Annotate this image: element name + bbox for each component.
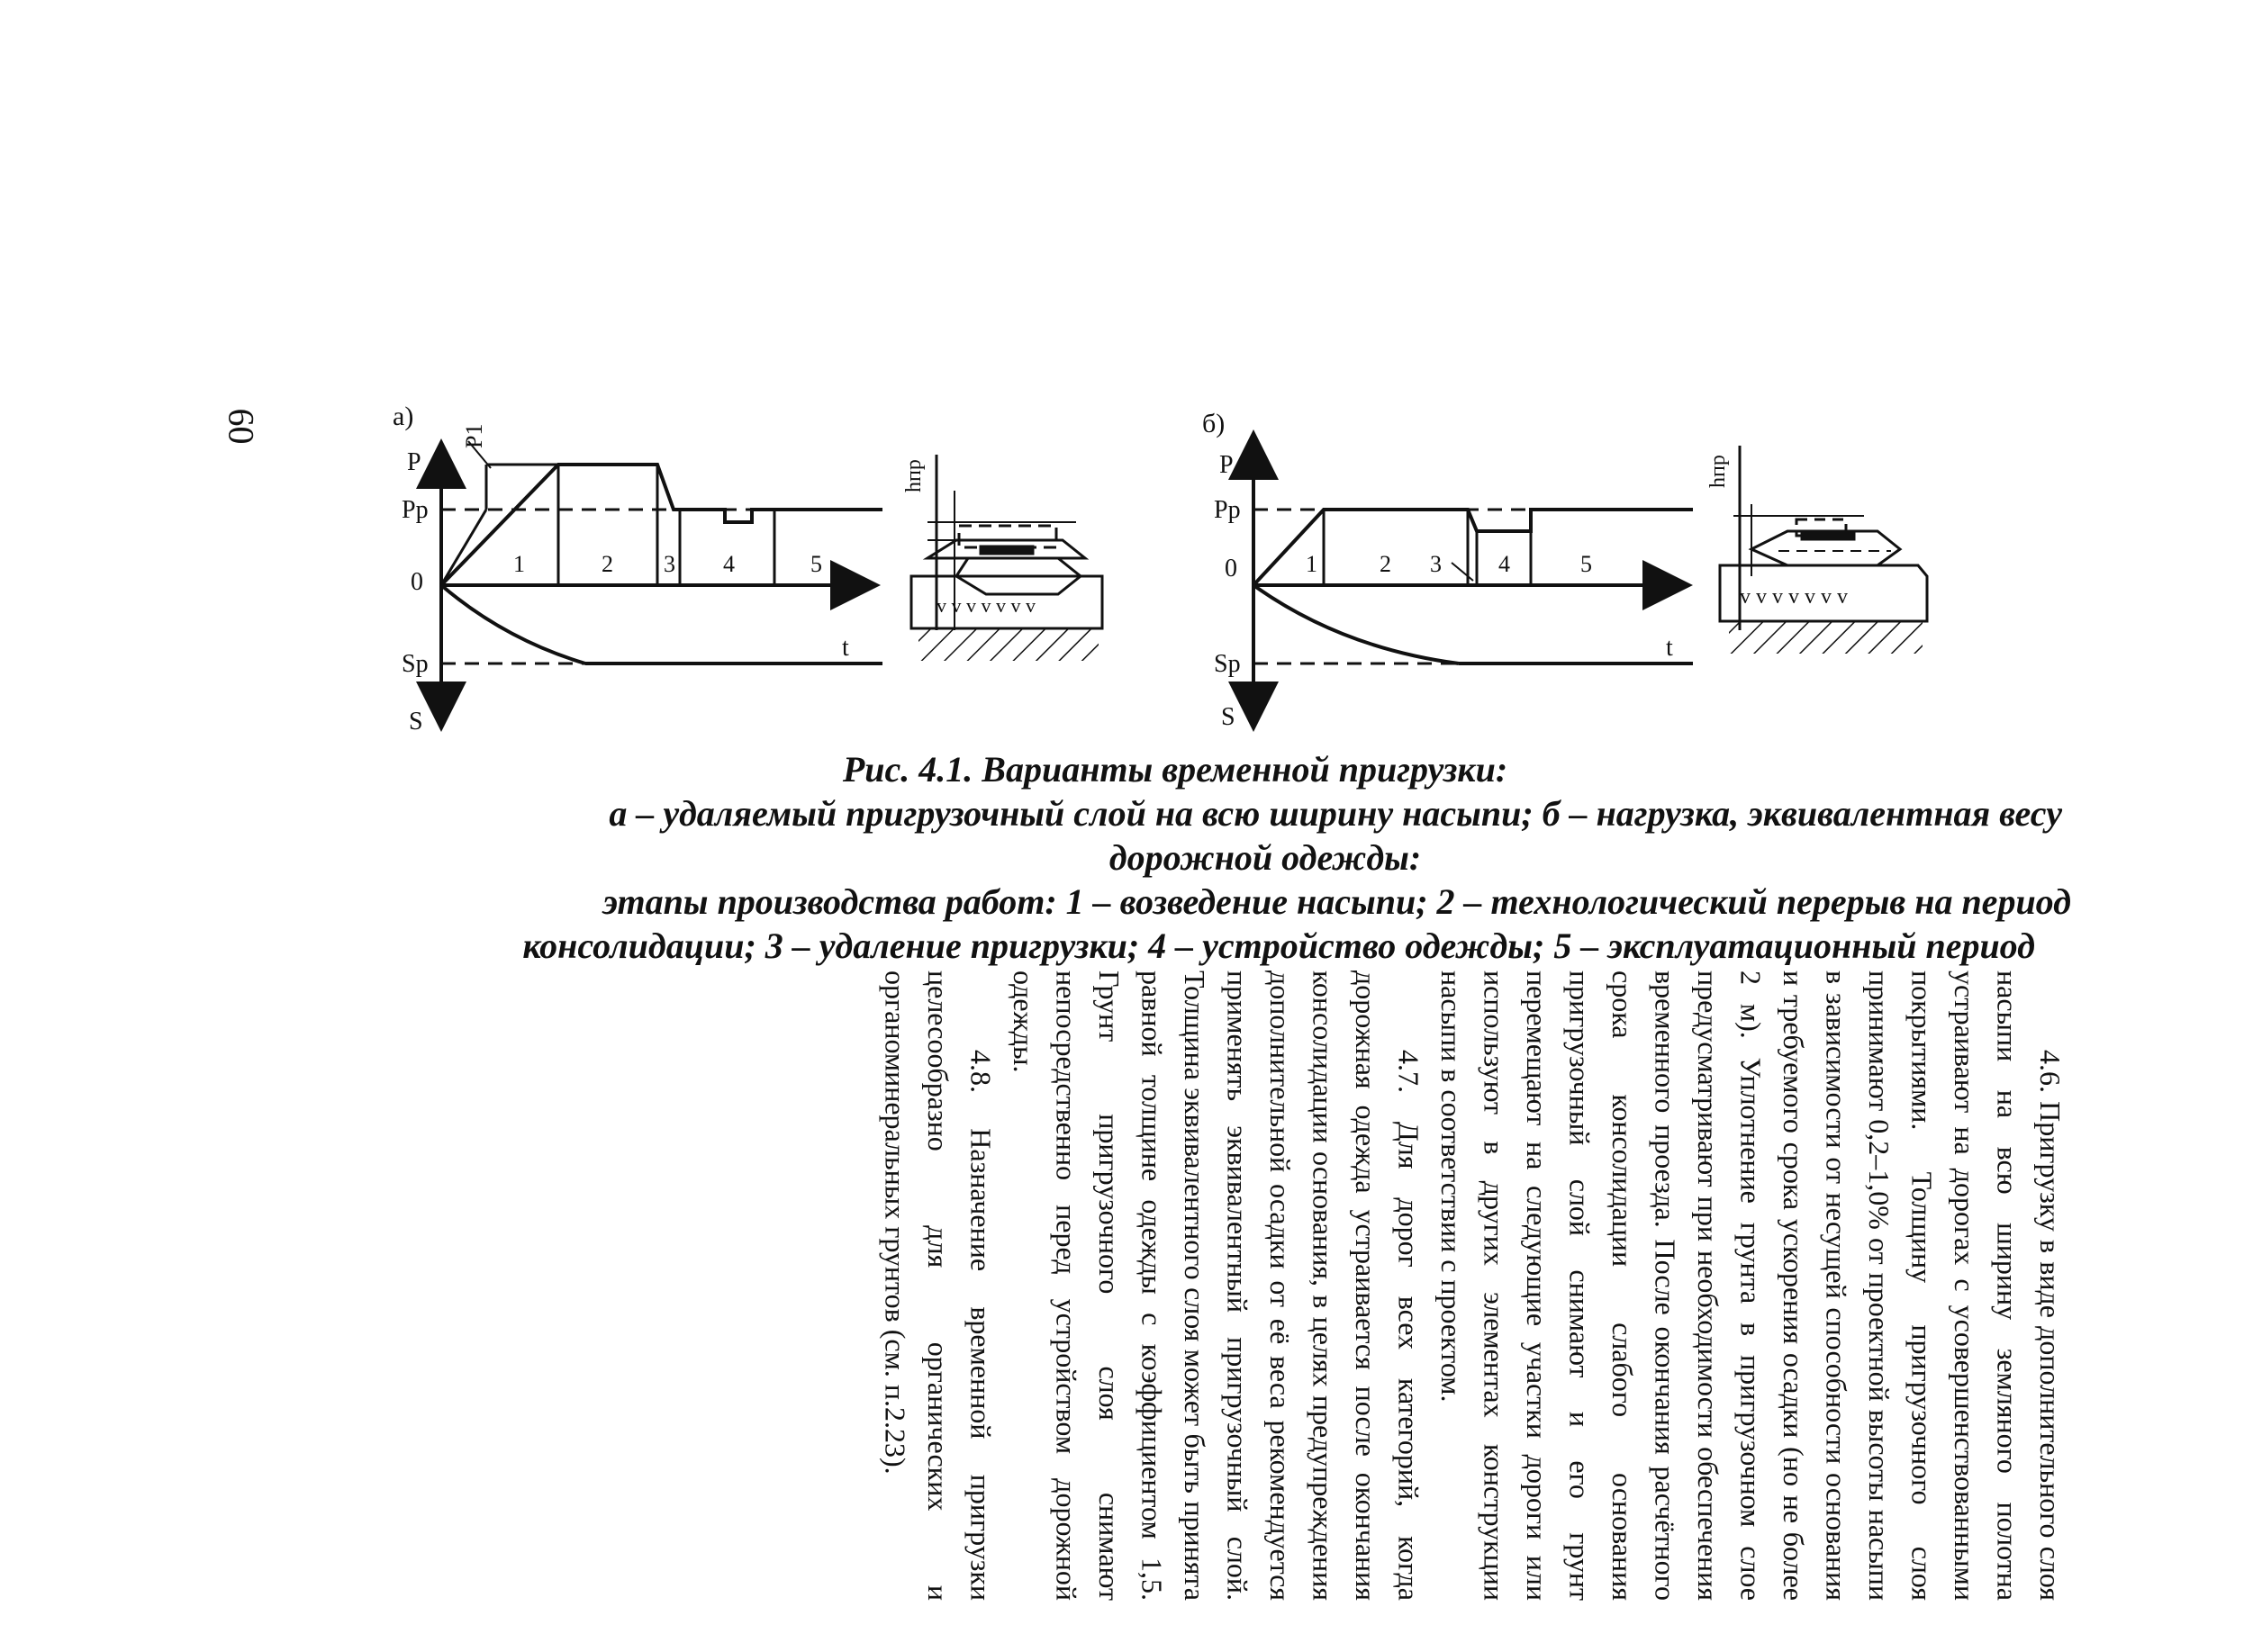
caption-line-a: а – удаляемый пригрузочный слой на всю ширину насыпи; б – нагрузка, эквивалентная весу	[609, 793, 2062, 834]
panel-b-axis-p: P	[1219, 451, 1234, 479]
panel-b-load-curve	[1253, 510, 1693, 585]
panel-a-cross-section	[902, 455, 1102, 661]
panel-b-stage-5: 5	[1580, 551, 1592, 577]
panel-a-t-label: t	[842, 634, 849, 662]
caption-stages-2: консолидации; 3 – удаление пригрузки; 4 – устройство одежды; 5 – эксплуатационный период	[522, 925, 2035, 966]
panel-b-cross-section	[1706, 446, 1927, 654]
svg-text:v v v v v v v: v v v v v v v	[1740, 585, 1848, 609]
panel-b-stage-3: 3	[1430, 551, 1442, 577]
panel-a-stage-2: 2	[602, 551, 613, 577]
svg-text:v v v v v v v: v v v v v v v	[937, 594, 1036, 617]
panel-b-pp-label: Pp	[1214, 496, 1241, 524]
panel-b-t-label: t	[1666, 634, 1673, 662]
caption-line-a2: дорожной одежды:	[1108, 837, 1422, 878]
paragraph-4-6: 4.6. Пригрузку в виде дополнительного слоя насыпи на всю ширину земляного полотна устраивают на дорогах с усовершенствованными покрытиями. Толщину пригрузочного слоя принимают 0,2–1,0% от проектной высоты насыпи в зависимости от несущей способности основания и требуемого срока ускорения осадки (но не более 2 м). Уплотнение грунта в пригрузочном слое предусматривают при необходимости обеспечения временного проезда. После окончания расчётного срока консолидации слабого основания пригрузочный слой снимают и его грунт перемещают на следующие участки дороги или используют в других элементах конструкции насыпи в соответствии с проектом.	[1435, 970, 2067, 1601]
paragraph-4-7: 4.7. Для дорог всех категорий, когда дорожная одежда устраивается после окончания консолидации основания, в целях предупреждения дополнительной осадки от её веса рекомендуется применять эквивалентный пригрузочный слой. Толщина эквивалентного слоя может быть принята равной толщине одежды с коэффициентом 1,5. Грунт пригрузочного слоя снимают непосредственно перед устройством дорожной одежды.	[1008, 970, 1425, 1601]
caption-title: Рис. 4.1. Варианты временной пригрузки:	[842, 749, 1508, 790]
page-number: 60	[221, 408, 262, 445]
panel-b-zero-label: 0	[1225, 555, 1237, 582]
caption-stages: этапы производства работ: 1 – возведение насыпи; 2 – технологический перерыв на период	[602, 881, 2071, 922]
panel-b-settlement-curve	[1253, 585, 1459, 664]
panel-a-axis-s: S	[409, 708, 423, 736]
panel-a-stage-3: 3	[664, 551, 675, 577]
panel-b-h-label: hпр	[1706, 455, 1730, 488]
panel-b-stage-2: 2	[1380, 551, 1391, 577]
panel-a-label: а)	[393, 402, 414, 431]
panel-a-axis-p: P	[407, 448, 421, 476]
panel-a-sp-label: Sp	[402, 650, 429, 678]
panel-b-graph	[1202, 409, 1693, 731]
panel-a-stage-1: 1	[513, 551, 525, 577]
panel-a-stage-5: 5	[810, 551, 822, 577]
panel-b-axis-s: S	[1221, 703, 1235, 731]
panel-a-pp-label: Pp	[402, 496, 429, 524]
panel-b-sp-label: Sp	[1214, 650, 1241, 678]
panel-b-stage-4: 4	[1498, 551, 1510, 577]
panel-a-zero-label: 0	[411, 568, 423, 596]
panel-a-graph	[393, 402, 882, 736]
rotated-body-text	[225, 970, 2071, 1601]
figure-caption	[252, 747, 2098, 968]
panel-a-settlement-curve	[441, 585, 585, 664]
panel-a-p1-label: P1	[461, 423, 487, 448]
panel-b-stage-1: 1	[1306, 551, 1317, 577]
paragraph-4-8: 4.8. Назначение временной пригрузки целесообразно для органических и органоминеральных грунтов (см. п.2.23).	[879, 970, 998, 1601]
panel-b-label: б)	[1202, 409, 1226, 438]
panel-a-stage-4: 4	[723, 551, 735, 577]
panel-a-h-label: hпр	[902, 459, 926, 492]
